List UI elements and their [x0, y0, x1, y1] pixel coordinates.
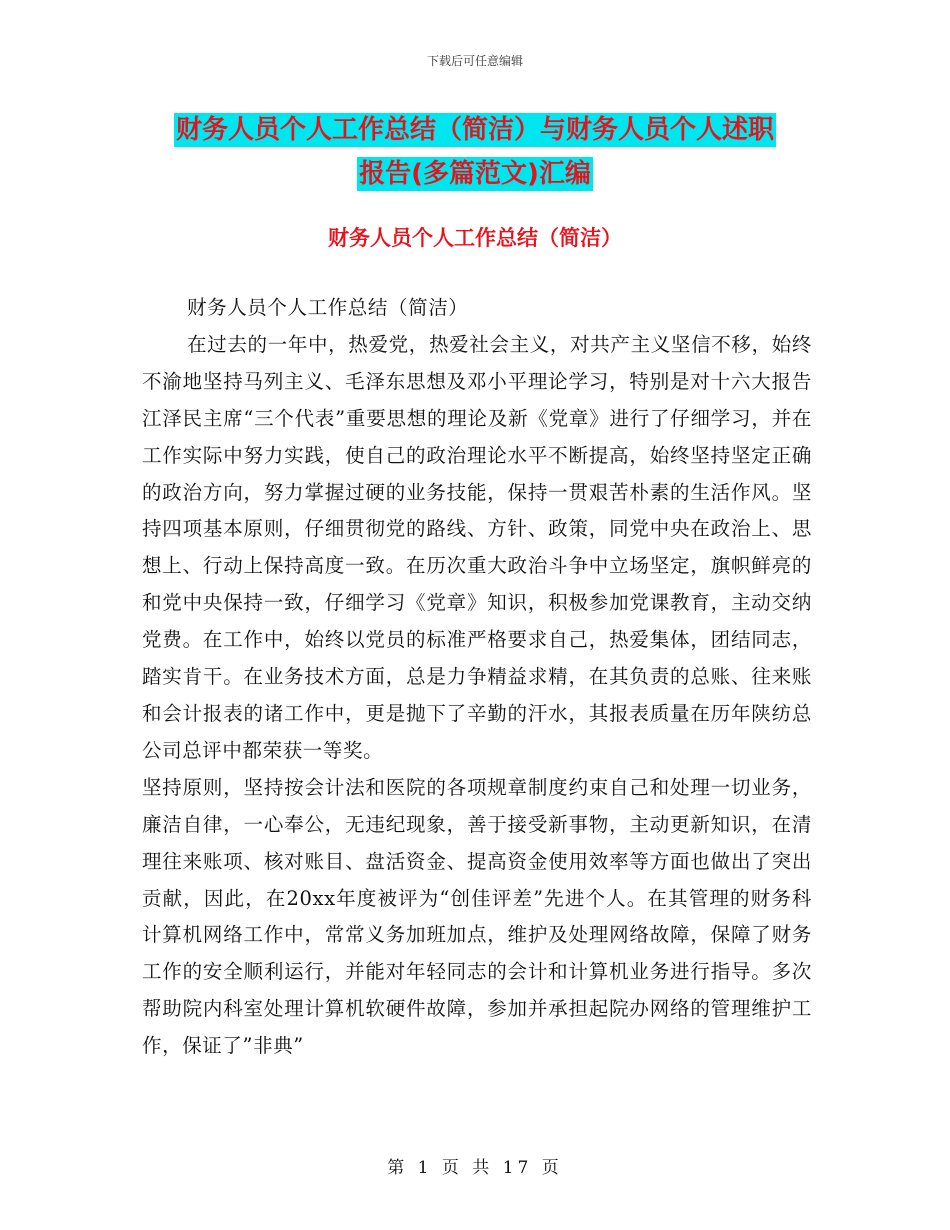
section-heading: 财务人员个人工作总结（简洁）	[328, 226, 622, 250]
paragraph-subtitle: 财务人员个人工作总结（简洁）	[187, 296, 469, 319]
header-note: 下载后可任意编辑	[426, 54, 523, 68]
page-footer: 第 1 页 共 17 页	[387, 1158, 563, 1178]
document-title-text-1: 财务人员个人工作总结（简洁）与财务人员个人述职	[175, 115, 774, 145]
document-title-text-2: 报告(多篇范文)汇编	[359, 159, 591, 189]
body-text	[142, 290, 812, 1065]
paragraph-2: 坚持原则，坚持按会计法和医院的各项规章制度约束自己和处理一切业务，廉洁自律，一心奉公，无违纪现象，善于接受新事物，主动更新知识，在清理往来账项、核对账目、盘活资金、提高资金使用效率等方面也做出了突出贡献，因此，在20xx年度被评为“创佳评差”先进个人。在其管理的财务科计算机网络工作中，常常义务加班加点，维护及处理网络故障，保障了财务工作的安全顺利运行，并能对年轻同志的会计和计算机业务进行指导。多次帮助院内科室处理计算机软硬件故障，参加并承担起院办网络的管理维护工作，保证了”非典”	[142, 775, 812, 1058]
document-title-line-2	[0, 155, 950, 193]
paragraph-1: 在过去的一年中，热爱党，热爱社会主义，对共产主义坚信不移，始终不渝地坚持马列主义、毛泽东思想及邓小平理论学习，特别是对十六大报告江泽民主席“三个代表”重要思想的理论及新《党章》进行了仔细学习，并在工作实际中努力实践，使自己的政治理论水平不断提高，始终坚持坚定正确的政治方向，努力掌握过硬的业务技能，保持一贯艰苦朴素的生活作风。坚持四项基本原则，仔细贯彻党的路线、方针、政策，同党中央在政治上、思想上、行动上保持高度一致。在历次重大政治斗争中立场坚定，旗帜鲜亮的和党中央保持一致，仔细学习《党章》知识，积极参加党课教育，主动交纳党费。在工作中，始终以党员的标准严格要求自己，热爱集体，团结同志，踏实肯干。在业务技术方面，总是力争精益求精，在其负责的总账、往来账和会计报表的诸工作中，更是抛下了辛勤的汗水，其报表质量在历年陕纺总公司总评中都荣获一等奖。	[142, 332, 812, 762]
document-title-line-1	[0, 111, 950, 149]
